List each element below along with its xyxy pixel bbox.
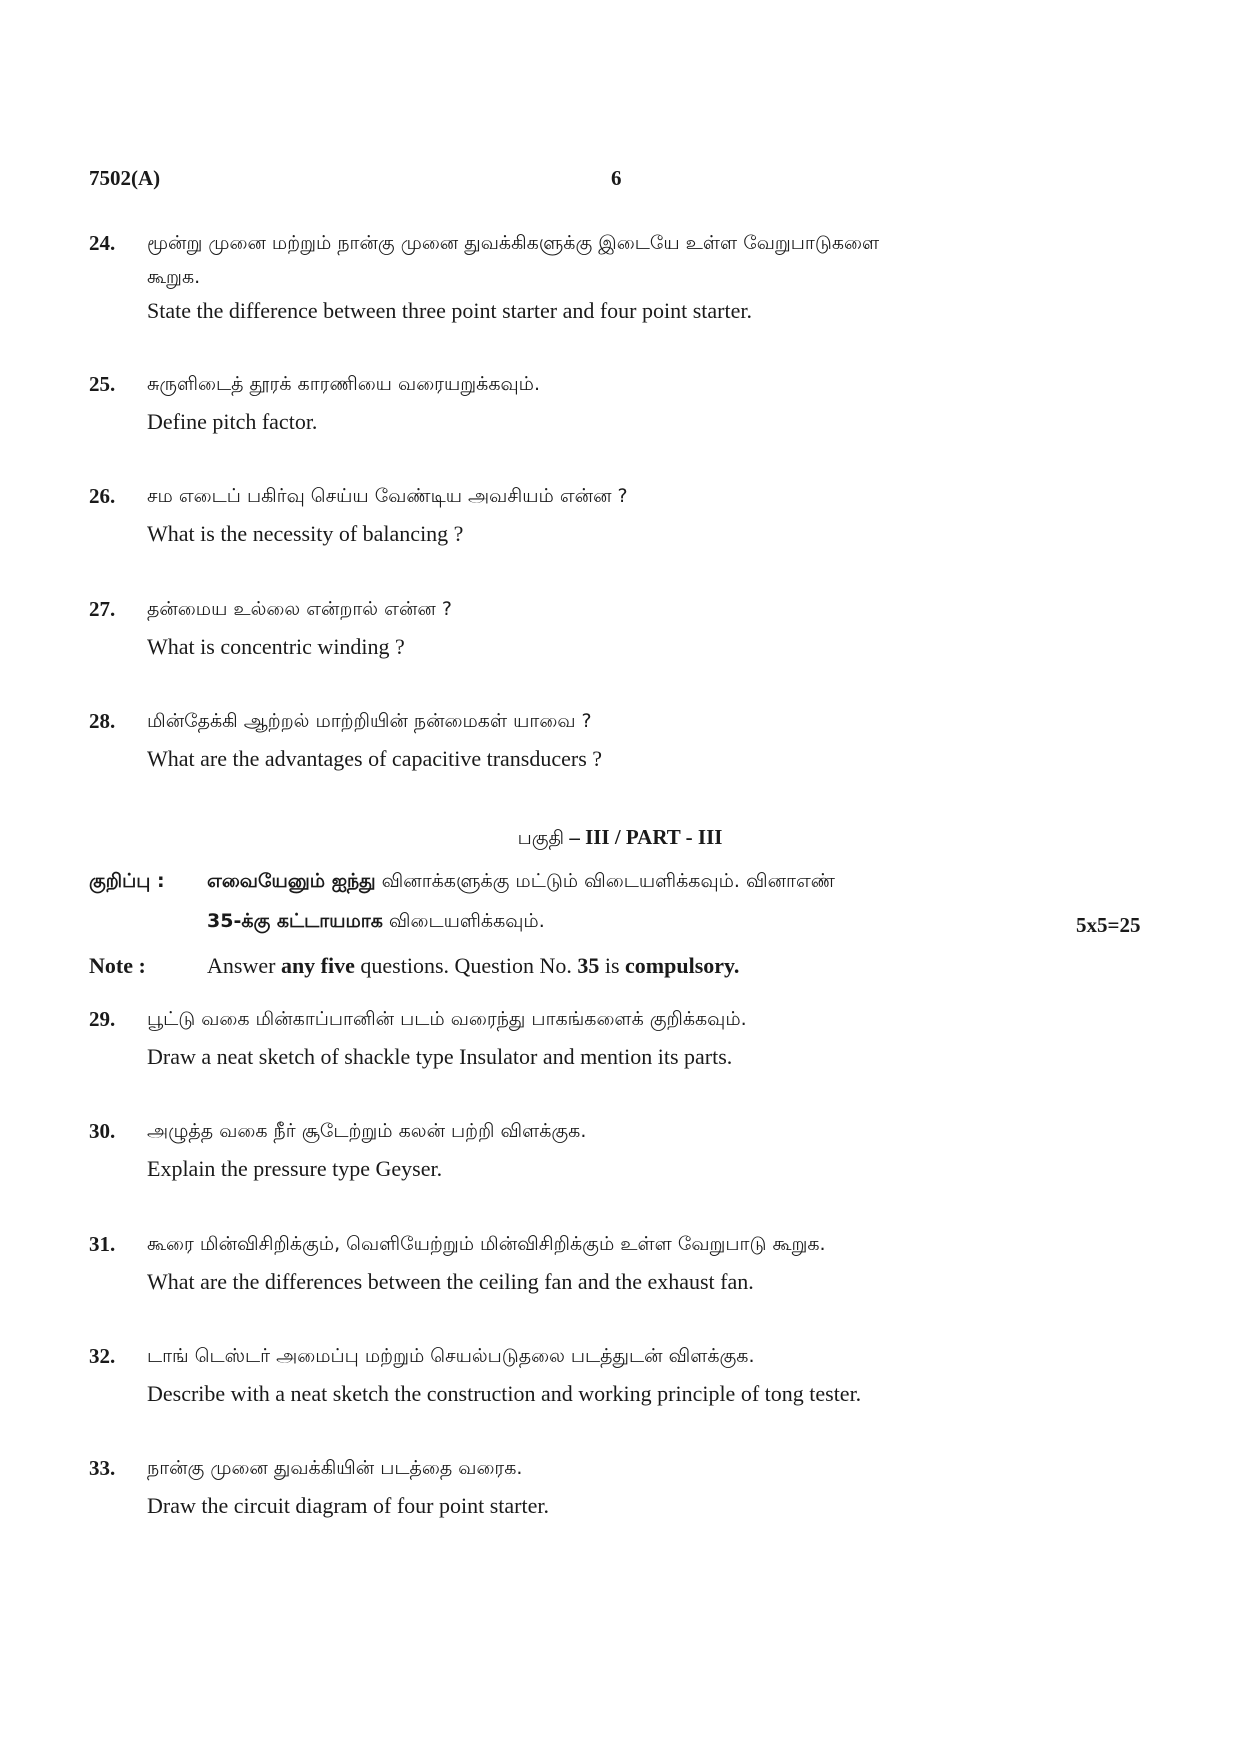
question-english: Draw a neat sketch of shackle type Insulator and mention its parts. bbox=[147, 1044, 733, 1069]
question-number: 28. bbox=[89, 709, 116, 733]
note-compulsory: compulsory. bbox=[625, 953, 740, 978]
question-tamil: அழுத்த வகை நீர் சூடேற்றும் கலன் பற்றி விளக்குக. bbox=[147, 1120, 587, 1142]
question-number: 26. bbox=[89, 484, 116, 508]
question-english: What are the advantages of capacitive transducers ? bbox=[147, 746, 603, 771]
part-3-heading bbox=[0, 822, 1240, 853]
question-number: 27. bbox=[89, 597, 116, 621]
tamil-instruction-text-1: வினாக்களுக்கு மட்டும் விடையளிக்கவும். வினாஎண் bbox=[375, 870, 835, 892]
question-27 bbox=[89, 594, 1159, 662]
question-30 bbox=[89, 1116, 1159, 1184]
note-text bbox=[207, 951, 739, 981]
question-tamil: பூட்டு வகை மின்காப்பானின் படம் வரைந்து பாகங்களைக் குறிக்கவும். bbox=[147, 1008, 747, 1030]
question-tamil: சம எடைப் பகிர்வு செய்ய வேண்டிய அவசியம் என்ன ? bbox=[147, 485, 628, 507]
question-number: 33. bbox=[89, 1456, 116, 1480]
page-number: 6 bbox=[611, 166, 622, 190]
question-number: 32. bbox=[89, 1344, 116, 1368]
note-question-35: 35 bbox=[577, 953, 600, 978]
question-26 bbox=[89, 481, 1159, 549]
question-32 bbox=[89, 1341, 1159, 1409]
part-3-heading-tamil: பகுதி bbox=[517, 827, 565, 849]
question-english: What is the necessity of balancing ? bbox=[147, 521, 464, 546]
tamil-note-label: குறிப்பு : bbox=[89, 870, 165, 892]
question-number: 24. bbox=[89, 231, 116, 255]
question-english: What are the differences between the ceiling fan and the exhaust fan. bbox=[147, 1269, 754, 1294]
tamil-instruction-line-2 bbox=[207, 906, 545, 936]
question-tamil: நான்கு முனை துவக்கியின் படத்தை வரைக. bbox=[147, 1457, 523, 1479]
question-tamil-line-1: மூன்று முனை மற்றும் நான்கு முனை துவக்கிகளுக்கு இடையே உள்ள வேறுபாடுகளை bbox=[147, 232, 880, 254]
question-24 bbox=[89, 228, 1159, 326]
note-label: Note : bbox=[89, 953, 146, 978]
question-25 bbox=[89, 369, 1159, 437]
question-english: Draw the circuit diagram of four point starter. bbox=[147, 1493, 549, 1518]
part-3-heading-english: – III / PART - III bbox=[569, 825, 723, 849]
question-number: 31. bbox=[89, 1232, 116, 1256]
note-text-1: Answer bbox=[207, 953, 281, 978]
question-tamil: டாங் டெஸ்டர் அமைப்பு மற்றும் செயல்படுதலை படத்துடன் விளக்குக. bbox=[147, 1345, 755, 1367]
question-tamil: கூரை மின்விசிறிக்கும், வெளியேற்றும் மின்விசிறிக்கும் உள்ள வேறுபாடு கூறுக. bbox=[147, 1233, 826, 1255]
note-text-3: is bbox=[599, 953, 626, 978]
tamil-instruction-text-2: விடையளிக்கவும். bbox=[382, 910, 545, 932]
question-tamil: சுருளிடைத் தூரக் காரணியை வரையறுக்கவும். bbox=[147, 373, 540, 395]
question-english: What is concentric winding ? bbox=[147, 634, 405, 659]
paper-code: 7502(A) bbox=[89, 166, 161, 190]
question-number: 29. bbox=[89, 1007, 116, 1031]
note-any-five: any five bbox=[280, 953, 355, 978]
question-english: Describe with a neat sketch the construction and working principle of tong tester. bbox=[147, 1381, 862, 1406]
question-tamil: மின்தேக்கி ஆற்றல் மாற்றியின் நன்மைகள் யாவை ? bbox=[147, 710, 592, 732]
question-tamil-line-2: கூறுக. bbox=[147, 266, 201, 288]
question-29 bbox=[89, 1004, 1159, 1072]
question-english: Explain the pressure type Geyser. bbox=[147, 1156, 443, 1181]
question-number: 25. bbox=[89, 372, 116, 396]
tamil-instruction-line-1 bbox=[207, 866, 835, 896]
question-28 bbox=[89, 706, 1159, 774]
question-number: 30. bbox=[89, 1119, 116, 1143]
note-text-2: questions. Question No. bbox=[354, 953, 578, 978]
question-english: Define pitch factor. bbox=[147, 409, 318, 434]
question-33 bbox=[89, 1453, 1159, 1521]
tamil-any-five: எவையேனும் ஐந்து bbox=[207, 870, 376, 892]
question-english: State the difference between three point starter and four point starter. bbox=[147, 298, 752, 323]
tamil-compulsory: 35-க்கு கட்டாயமாக bbox=[207, 910, 383, 932]
question-tamil: தன்மைய உல்லை என்றால் என்ன ? bbox=[147, 598, 452, 620]
marks-allocation: 5x5=25 bbox=[1076, 913, 1141, 937]
question-31 bbox=[89, 1229, 1159, 1297]
